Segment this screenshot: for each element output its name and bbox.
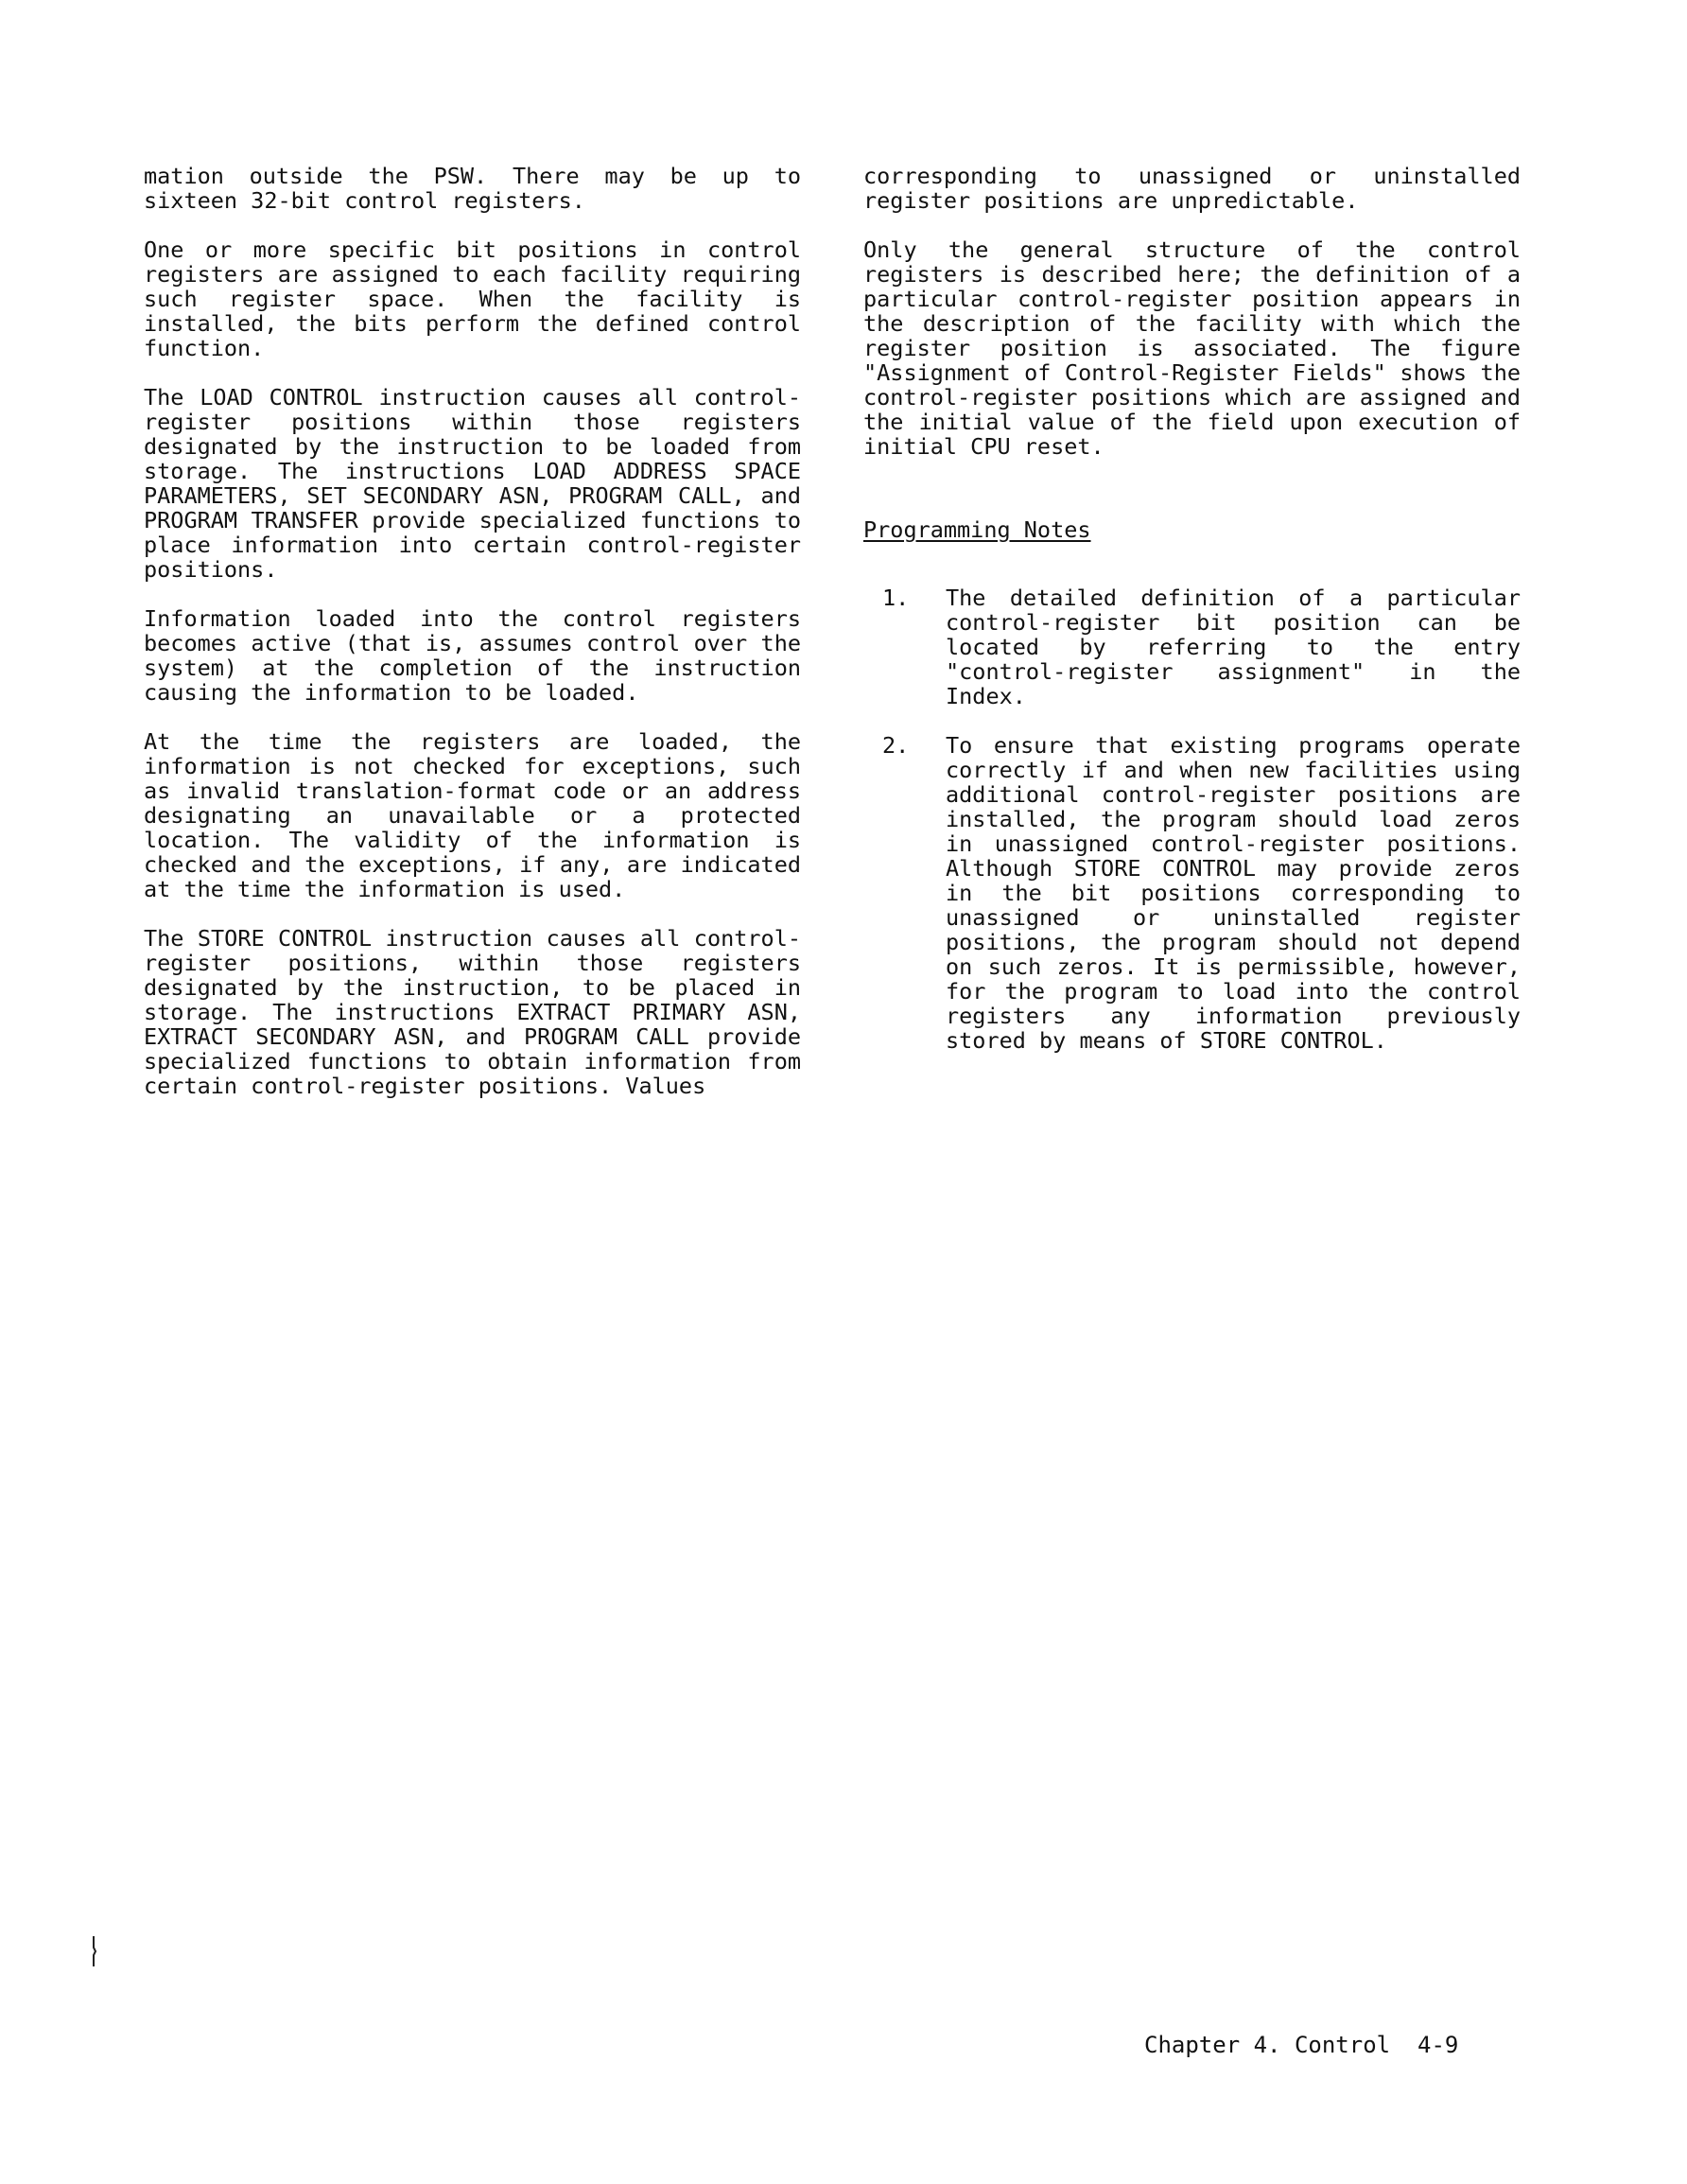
right-column [863,164,1521,1077]
list-item-number: 1. [882,585,910,611]
list-item-text: The detailed definition of a particular control-register bit position can be located by referring to the entry "control-register assignment" in the Index. [946,585,1521,709]
paragraph: Information loaded into the control registers becomes active (that is, assumes control over the system) at the completion of the instruction causing the information to be loaded. [144,605,801,706]
paragraph: Only the general structure of the control registers is described here; the definition of a particular control-register position appears in the description of the facility with which the register position is associated. The figure "Assignment of Control-Register Fields" shows the control-register positions which are assigned and the initial value of the field upon execution of initial CPU reset. [863,236,1521,460]
footer-chapter: Chapter 4. Control [1144,2032,1391,2058]
list-item [863,733,1521,1053]
binding-mark-icon [91,1936,96,1966]
list-item-number: 2. [882,732,910,759]
page-footer [1144,2032,1458,2058]
paragraph: mation outside the PSW. There may be up to sixteen 32-bit control registers. [144,163,801,214]
section-heading: Programming Notes [863,516,1091,543]
list-item-text: To ensure that existing programs operate correctly if and when new facilities using additional control-register positions are installed, the program should load zeros in unassigned control-register positions. Although STORE CONTROL may provide zeros in the bit positions corresponding to unassigned or uninstalled register positions, the program should not depend on such zeros. It is permissible, however, for the program to load into the control registers any information previously stored by means of STORE CONTROL. [946,732,1521,1054]
paragraph: corresponding to unassigned or uninstalled register positions are unpredictable. [863,163,1521,214]
paragraph: The LOAD CONTROL instruction causes all control-register positions within those registers designated by the instruction to be loaded from storage. The instructions LOAD ADDRESS SPACE PARAMETERS, SET SECONDARY ASN, PROGRAM CALL, and PROGRAM TRANSFER provide specialized functions to place information into certain control-register positions. [144,384,801,583]
paragraph: One or more specific bit positions in control registers are assigned to each facility requiring such register space. When the facility is installed, the bits perform the defined control function. [144,236,801,361]
paragraph: The STORE CONTROL instruction causes all control-register positions, within those registers designated by the instruction, to be placed in storage. The instructions EXTRACT PRIMARY ASN, EXTRACT SECONDARY ASN, and PROGRAM CALL provide specialized functions to obtain information from certain control-register positions. Values [144,925,801,1099]
paragraph: At the time the registers are loaded, the information is not checked for exceptions, such as invalid translation-format code or an address designating an unavailable or a protected location. The validity of the information is checked and the exceptions, if any, are indicated at the time the information is used. [144,728,801,902]
footer-page-number: 4-9 [1417,2032,1459,2058]
list-item [863,585,1521,708]
left-column [144,164,801,1123]
